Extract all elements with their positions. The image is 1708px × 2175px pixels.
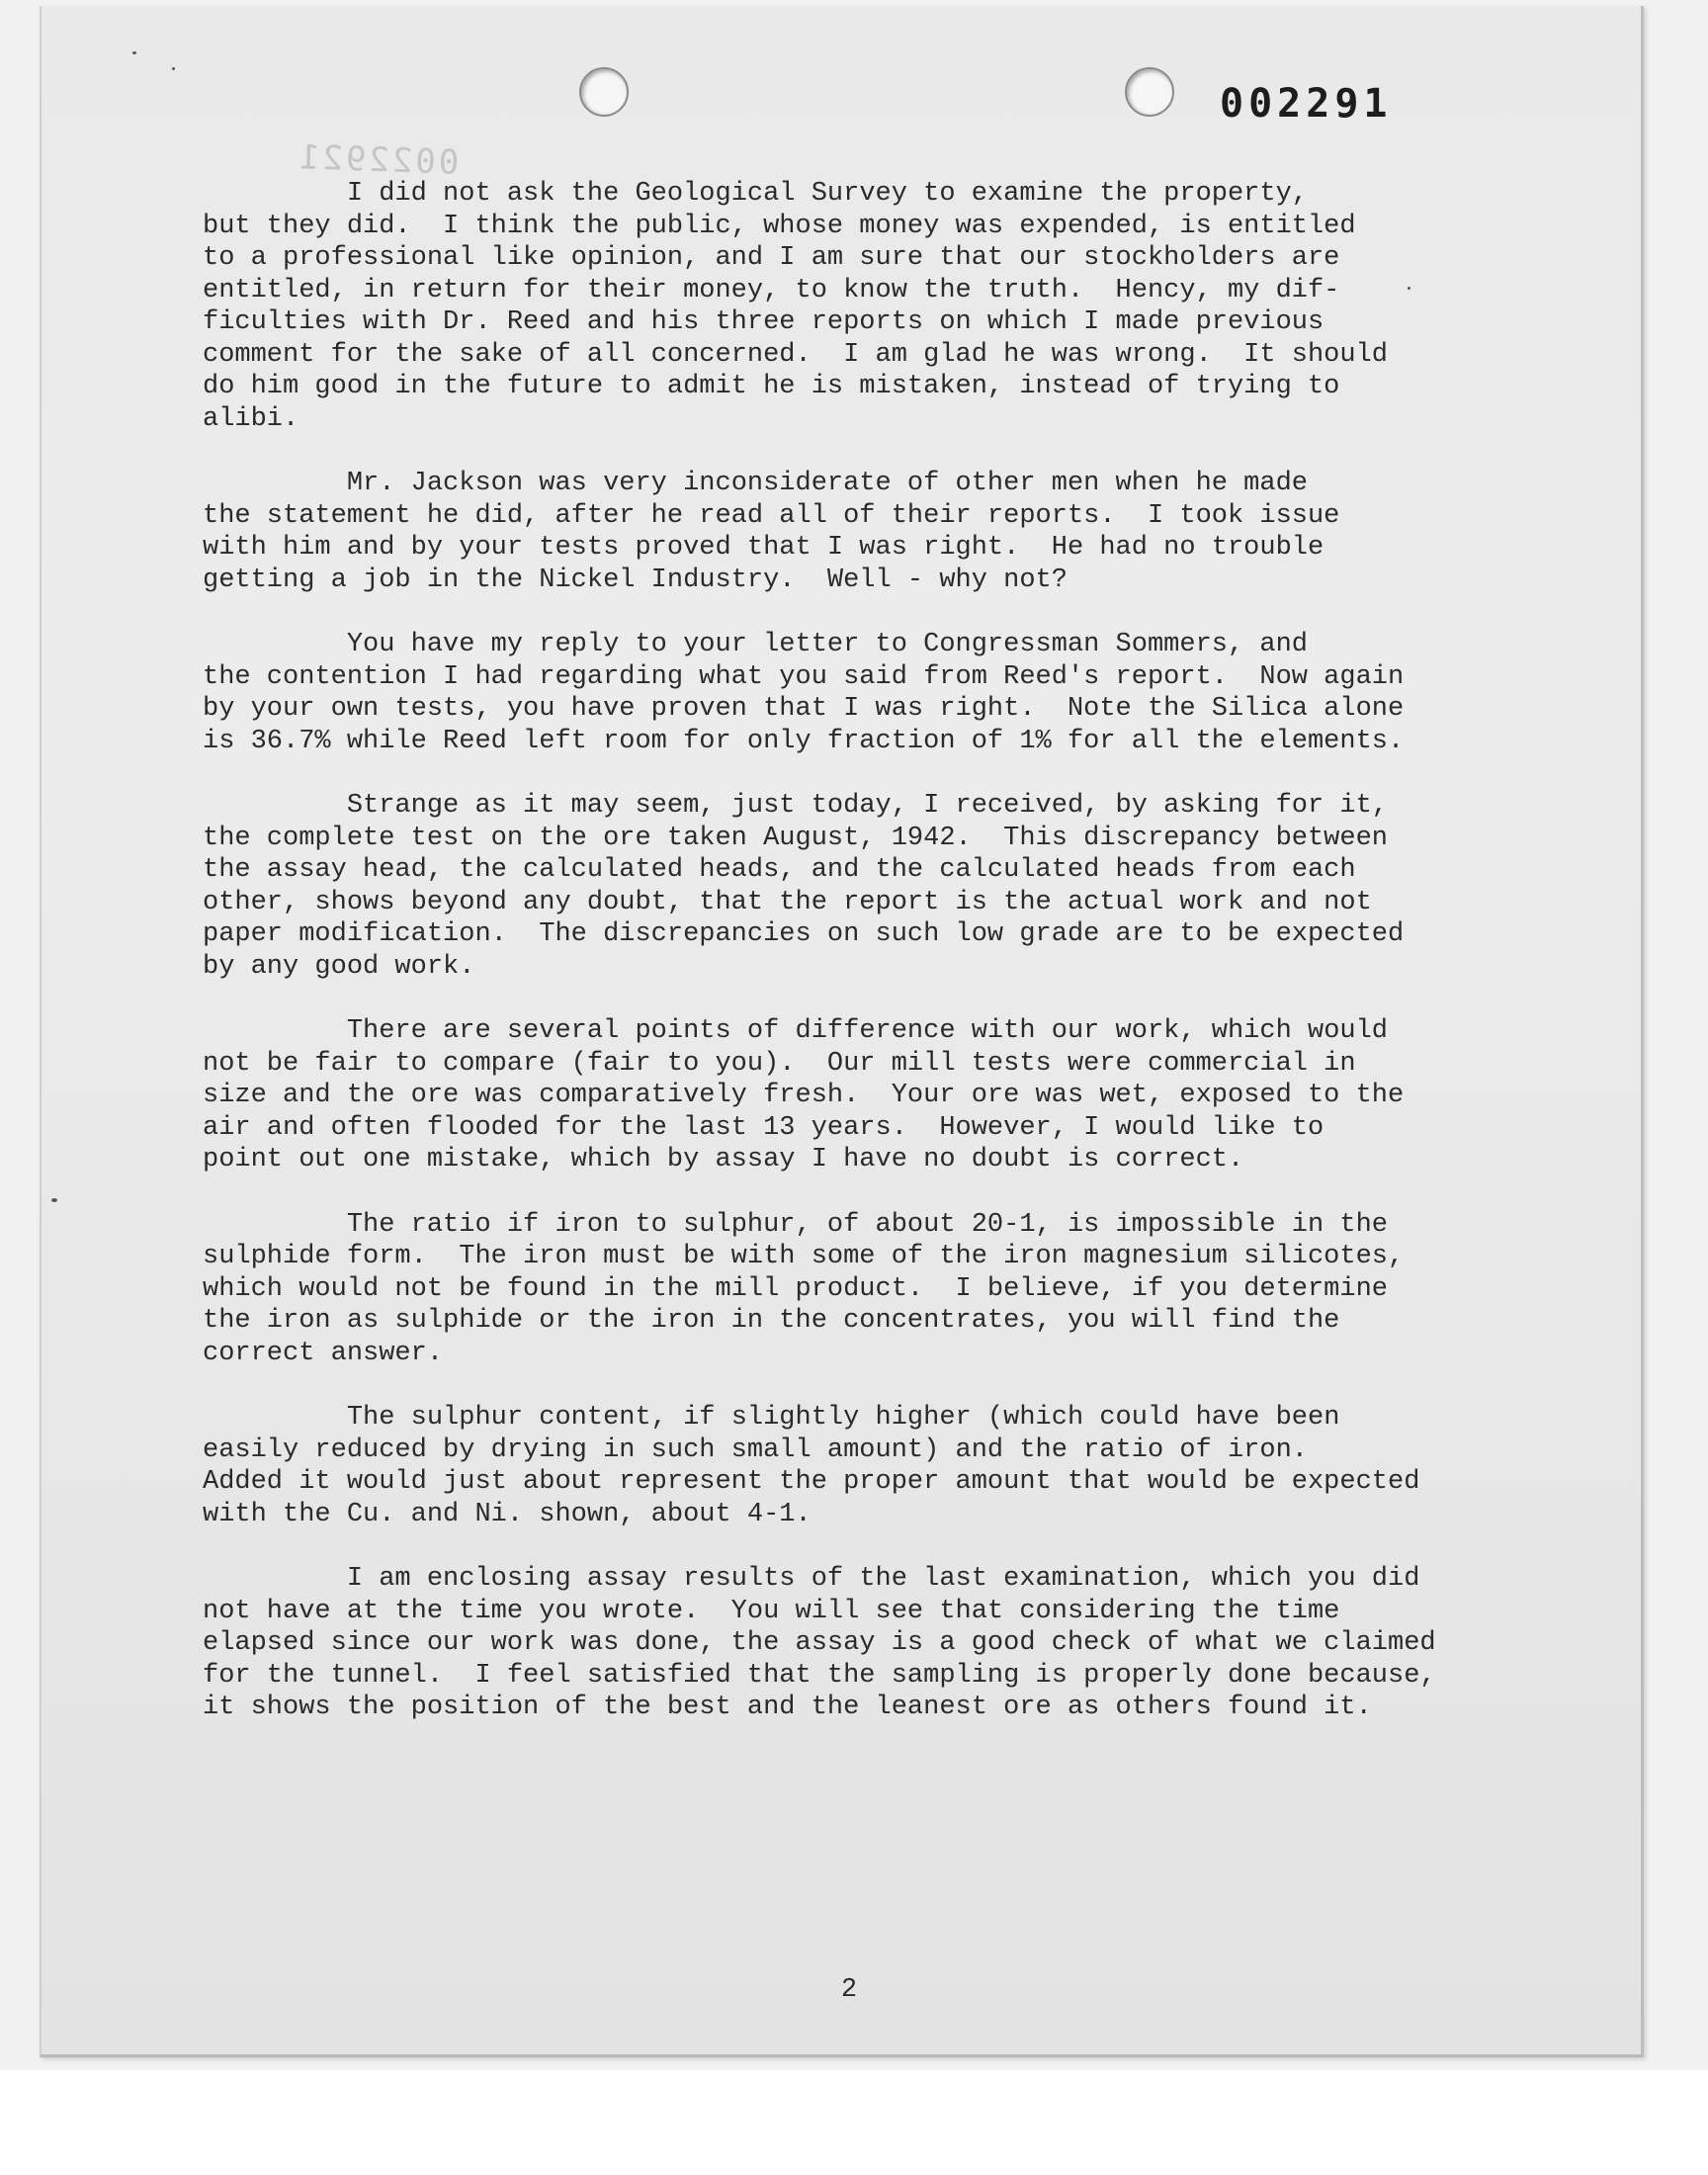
paragraph: I am enclosing assay results of the last examination, which you did not have at the time you wrote. You will see that considering the time elapsed since our work was done, the assay is a good check of what we claimed for the tunnel. I feel satisfied that the sampling is properly done because, it shows the position of the best and the leanest ore as others found it. bbox=[203, 1564, 1436, 1722]
paragraph: There are several points of difference with our work, which would not be fair to compare (fair to you). Our mill tests were commercial in size and the ore was comparatively fresh. Your ore was wet, exposed to the air and often flooded for the last 13 years. However, I would like to point out one mistake, which by assay I have no doubt is correct. bbox=[203, 1016, 1405, 1174]
punch-hole-right bbox=[1125, 67, 1174, 117]
punch-hole-left bbox=[579, 67, 629, 117]
paragraph: I did not ask the Geological Survey to examine the property, but they did. I think the public, whose money was expended, is entitled to a professional like opinion, and I am sure that our stockholders are entitled, in return for their money, to know the truth. Hency, my dif- ficulties with Dr. Reed and his three reports on which I made previous comment for the sake of all concerned. I am glad he was wrong. It should do him good in the future to admit he is mistaken, instead of trying to alibi. bbox=[203, 179, 1388, 434]
scan-speck bbox=[51, 1198, 57, 1202]
paragraph: Strange as it may seem, just today, I received, by asking for it, the complete test on the ore taken August, 1942. This discrepancy between the assay head, the calculated heads, and the calculated heads from each other, shows beyond any doubt, that the report is the actual work and not paper modification. The discrepancies on such low grade are to be expected by any good work. bbox=[203, 791, 1405, 982]
paragraph: The sulphur content, if slightly higher (which could have been easily reduced by drying in such small amount) and the ratio of iron. Added it would just about represent the proper amount that would be expected with the Cu. and Ni. shown, about 4-1. bbox=[203, 1403, 1420, 1529]
scan-speck bbox=[1408, 287, 1410, 290]
document-number: 002291 bbox=[1220, 81, 1393, 127]
scan-speck bbox=[172, 67, 175, 70]
bleed-through-number: 0022921 bbox=[296, 137, 460, 183]
page-number: 2 bbox=[840, 1975, 858, 2005]
scan-speck bbox=[132, 51, 136, 54]
paragraph: You have my reply to your letter to Congressman Sommers, and the contention I had regarding what you said from Reed's report. Now again by your own tests, you have proven that I was right. Note the Silica alone is 36.7% while Reed left room for only fraction of 1% for all the elements. bbox=[203, 630, 1405, 756]
paragraph: The ratio if iron to sulphur, of about 20-1, is impossible in the sulphide form. The iron must be with some of the iron magnesium silicotes, which would not be found in the mill product. I believe, if you determine the iron as sulphide or the iron in the concentrates, you will find the correct answer. bbox=[203, 1209, 1405, 1368]
paragraph: Mr. Jackson was very inconsiderate of other men when he made the statement he did, after he read all of their reports. I took issue with him and by your tests proved that I was right. He had no trouble getting a job in the Nickel Industry. Well - why not? bbox=[203, 469, 1340, 595]
letter-body bbox=[203, 178, 1478, 1757]
